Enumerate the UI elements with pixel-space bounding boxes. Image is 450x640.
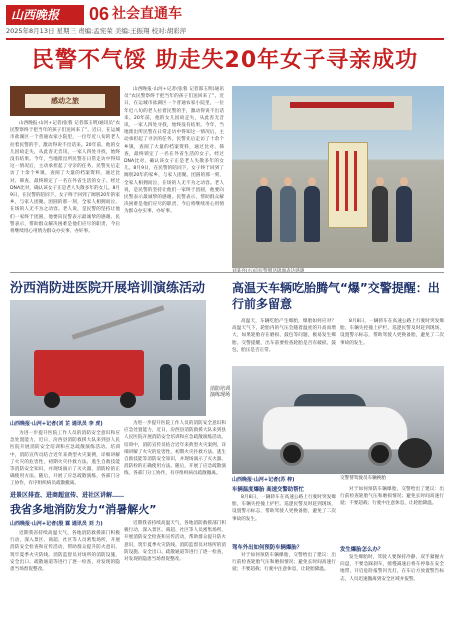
newspaper-logo: 山西晚报 xyxy=(6,5,84,25)
firefighter-figure xyxy=(160,364,172,400)
story4-subhead-1: 车辆温度爆胎 高速交警助帮忙 xyxy=(232,487,304,493)
story4-col-right xyxy=(340,486,444,638)
story4-sub1-body: 8月8日，一辆轿车在高速公路上行驶时突发爆胎，车辆失控撞上护栏。巡逻民警及时赶到现场，设置警示标志，帮助驾驶人更换备胎，避免了二次事故的发生。 xyxy=(232,495,336,522)
wheel-shape xyxy=(280,442,304,466)
story3-byline: 山西晚报·山河+记者(殷 霖 通讯员 刘 力) xyxy=(10,521,103,527)
firefighter-figure xyxy=(178,364,190,400)
story3-body-right: 近期我省持续高温天气，各地消防救援部门积极行动，深入景区、商超、社区等人员密集场所，开展消防安全检查和宣传活动，帮助群众提升防火意识，筑牢夏季火灾防线。消防监督员对场所的消防设施、安全出口、疏散通道等进行了逐一检查，对发现的隐患当场督促整改。 xyxy=(124,521,226,563)
section-divider xyxy=(10,272,444,273)
story3-headline: 我省多地消防发力“消暑解火” xyxy=(10,503,157,516)
spare-tyre-shape xyxy=(398,438,432,468)
story2-body-left: 为进一步提升医院工作人员的消防安全意识和应急处置能力，近日，汾西县消防救援大队来到县人民医院开展消防安全培训和应急疏散演练活动。培训中，消防宣传员结合近年来典型火灾案例，详细讲解了火灾的危害性、初期火灾扑救方法、逃生自救技能等消防安全知识，并现场演示了灭火器、消防栓的正确使用方法。随后，开展了应急疏散演练，各部门分工协作，有序组织病员疏散撤离。 xyxy=(10,431,120,487)
story2-body-right: 为进一步提升医院工作人员的消防安全意识和应急处置能力，近日，汾西县消防救援大队来到县人民医院开展消防安全培训和应急疏散演练活动。培训中，消防宣传员结合近年来典型火灾案例，详细讲解了火灾的危害性、初期火灾扑救方法、逃生自救技能等消防安全知识，并现场演示了灭火器、消防栓的正确使用方法。随后，开展了应急疏散演练，各部门分工协作，有序组织病员疏散撤离。 xyxy=(124,421,226,477)
story2-byline: 山西晚报·山河+记者(刘 芷 通讯员 李 虎) xyxy=(10,421,103,427)
story4-sub2-body: 对于如何预防车辆爆胎，交警给出了建议：出行前检查轮胎气压和磨损情况；避免长时间高速行驶；不要超载；行驶中注意休息，让轮胎降温。 xyxy=(232,553,336,573)
story2-photo xyxy=(10,300,206,416)
banner-label: 感动之旅 xyxy=(25,94,105,108)
person-figure xyxy=(256,186,272,242)
page-number: 06 xyxy=(89,4,110,24)
wheel-shape xyxy=(44,392,60,408)
person-figure xyxy=(280,186,296,242)
date-line: 2025年8月13日 星期三 责编:孟宪荣 美编:王振翔 校对:胡彩萍 xyxy=(6,27,187,35)
story2-photo-caption: 消防培训演练现场 xyxy=(210,386,231,398)
story4-photo xyxy=(232,366,444,474)
plaque-shape xyxy=(328,142,368,228)
ladder-shape xyxy=(72,305,165,339)
person-figure xyxy=(396,186,412,242)
story4-intro-2: 8月8日，一辆轿车在高速公路上行驶时突发爆胎，车辆失控撞上护栏。巡逻民警及时赶到现场，设置警示标志，帮助驾驶人更换备胎，避免了二次事故的发生。 xyxy=(340,319,444,346)
story3-body-left: 近期我省持续高温天气，各地消防救援部门积极行动，深入景区、商超、社区等人员密集场所，开展消防安全检查和宣传活动，帮助群众提升防火意识，筑牢夏季火灾防线。消防监督员对场所的消防设施、安全出口、疏散通道等进行了逐一检查，对发现的隐患当场督促整改。 xyxy=(10,531,120,573)
building-sign xyxy=(290,102,394,108)
story4-subhead-2: 驾车外出如何预防车辆爆胎？ xyxy=(232,545,303,551)
story4-col-left xyxy=(232,486,336,638)
story1-body-mid: 山西晚报·山河+记者(张蓉 记者邵玉明)通讯员“农民警察终于把当年的孩子们送回来了”。近日，在运城市盐湖区一个普通农家小院里，一位年近八旬的老人拉着民警的手，激动得说不出话来。20年前，他的女儿因故走失，从此杳无音讯，一家人四处寻找，始终没有结果。今年，当地派出所民警在日常走访中得知这一情况后，主动承担起了寻亲的任务。民警先后走访了十余个乡镇，查阅了大量的档案资料，通过比对、筛查，最终锁定了一名在外省生活的女子。经过DNA比对，确认该女子正是老人失散多年的女儿。8月9日，在民警的陪同下，女子终于回到了阔别20年的家乡，与家人团聚。团圆的那一刻，全家人相拥而泣，在场的人无不为之动容。老人说，是民警的坚持让他们一家终于团圆，他要向民警表示最诚挚的感谢。民警表示，帮助群众解决困难是他们应尽的职责，今后将继续用心用情为群众办实事、办好事。 xyxy=(124,87,224,215)
story4-headline: 高温天车辆吃胎腾气“爆”交警提醒：出行前多留意 xyxy=(232,281,440,311)
story4-photo-caption: 交警帮驾驶员车辆换胎 xyxy=(340,476,386,481)
header-rule xyxy=(6,38,444,40)
story1-body-left: 山西晚报·山河+记者(张蓉 记者邵玉明)通讯员“农民警察终于把当年的孩子们送回来了”。近日，在运城市盐湖区一个普通农家小院里，一位年近八旬的老人拉着民警的手，激动得说不出话来。20年前，他的女儿因故走失，从此杳无音讯，一家人四处寻找，始终没有结果。今年，当地派出所民警在日常走访中得知这一情况后，主动承担起了寻亲的任务。民警先后走访了十余个乡镇，查阅了大量的档案资料，通过比对、筛查，最终锁定了一名在外省生活的女子。经过DNA比对，确认该女子正是老人失散多年的女儿。8月9日，在民警的陪同下，女子终于回到了阔别20年的家乡，与家人团聚。团圆的那一刻，全家人相拥而泣，在场的人无不为之动容。老人说，是民警的坚持让他们一家终于团圆，他要向民警表示最诚挚的感谢。民警表示，帮助群众解决困难是他们应尽的职责，今后将继续用心用情为群众办实事、办好事。 xyxy=(10,121,120,235)
wheel-shape xyxy=(120,392,136,408)
story4-byline: 山西晚报·山河+记者(苏 梓) xyxy=(232,477,295,483)
fire-truck-shape xyxy=(34,350,144,396)
person-figure xyxy=(304,186,320,242)
story4-sub3-body: 发生爆胎时，驾驶人要保持冷静，双手紧握方向盘，不要急踩刹车，缓慢减速后将车停靠在安全地带，开启危险报警闪光灯，在车后方放置警告标志，人员迅速撤离到安全区域并报警。 xyxy=(340,555,444,582)
person-figure xyxy=(372,186,388,242)
story4-sub2-cont: 对于如何预防车辆爆胎，交警给出了建议：出行前检查轮胎气压和磨损情况；避免长时间高速行驶；不要超载；行驶中注意休息，让轮胎降温。 xyxy=(340,487,444,507)
wheel-shape xyxy=(368,442,392,466)
story3-kicker: 进景区排查、进商超宣传、进社区讲解…… xyxy=(10,492,125,499)
main-headline: 民警不气馁 助走失20年女子寻亲成功 xyxy=(31,48,419,73)
section-banner xyxy=(10,86,120,116)
story4-intro: 高温天，车辆吃胎产生爆胎，爆胎如何应对？高温天气下，轮胎内的气压会随着温度的升高而增大，如果轮胎存在磨损、鼓包等问题，极易发生爆胎。交警提醒，出车前要检查轮胎是否有破损、鼓包，胎压是否正常。 xyxy=(232,319,336,353)
story2-headline: 汾西消防进医院开展培训演练活动 xyxy=(10,281,206,296)
story1-photo xyxy=(232,86,444,268)
story4-subhead-3: 发生爆胎怎么办？ xyxy=(340,547,384,553)
section-name: 社会直通车 xyxy=(112,6,182,22)
